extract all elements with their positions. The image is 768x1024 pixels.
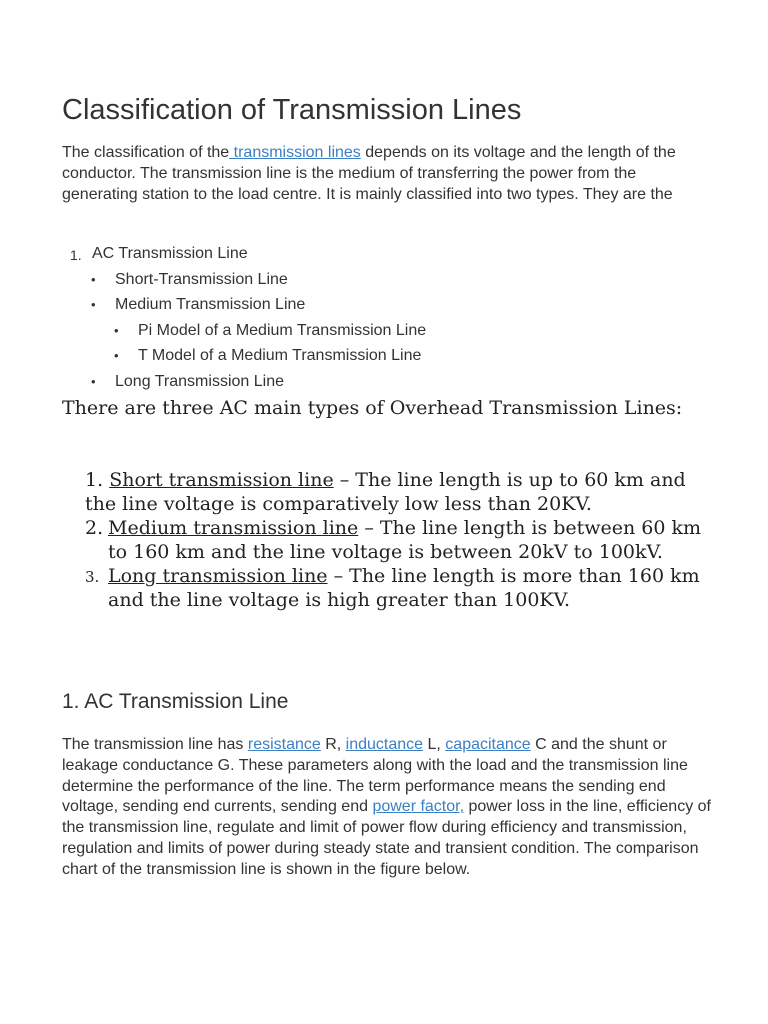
toc-label: T Model of a Medium Transmission Line — [138, 347, 422, 364]
item-number: 1. — [85, 469, 104, 491]
item-desc: – The line length is up to 60 km and the line voltage is comparatively low less than 20KV. — [85, 469, 686, 515]
toc-item-long-transmission-line[interactable] — [62, 371, 714, 397]
bullet-icon: • — [114, 348, 119, 363]
section-paragraph — [62, 735, 714, 881]
overhead-intro: There are three AC main types of Overhead Transmission Lines: — [62, 397, 683, 419]
toc-label: Medium Transmission Line — [115, 296, 306, 313]
bullet-icon: • — [91, 373, 96, 389]
transmission-lines-link[interactable]: transmission lines — [229, 144, 361, 161]
overhead-types-list — [62, 468, 714, 612]
intro-text-2: depends on its voltage and the length of the conductor. The transmission line is the medium of transferring the power from the generating station to the load centre. It is mainly classified into two types. They are the — [62, 144, 676, 203]
section-heading: 1. AC Transmission Line — [62, 690, 289, 713]
page-title: Classification of Transmission Lines — [62, 94, 522, 126]
bullet-icon: • — [91, 297, 96, 312]
item-term: Short transmission line — [109, 469, 334, 491]
item-desc: – The line length is more than 160 km and the line voltage is high greater than 100KV. — [108, 565, 700, 611]
toc-item-medium-transmission-line[interactable] — [62, 294, 714, 320]
toc-number: 1. — [70, 247, 82, 263]
item-term: Medium transmission line — [108, 517, 359, 539]
toc-label: Long Transmission Line — [115, 372, 284, 390]
toc-label: Pi Model of a Medium Transmission Line — [138, 321, 427, 339]
paragraph-text: The transmission line has — [62, 736, 248, 753]
overhead-lines-section — [62, 396, 714, 611]
item-desc: – The line length is between 60 km to 160 km and the line voltage is between 20kV to 100kV. — [108, 517, 702, 563]
toc-item-ac-transmission-line[interactable] — [62, 243, 714, 269]
inductance-link[interactable]: inductance — [345, 736, 424, 753]
bullet-icon: • — [91, 271, 96, 287]
table-of-contents — [62, 243, 714, 396]
power-factor-link[interactable]: power factor, — [372, 798, 465, 816]
resistance-link[interactable]: resistance — [247, 736, 321, 753]
list-item — [62, 516, 714, 564]
list-item — [62, 564, 714, 612]
item-number: 2. — [85, 517, 104, 539]
intro-paragraph — [62, 142, 714, 205]
paragraph-text: power loss in the line, efficiency of the transmission line, regulate and limit of power flow during efficiency and transmission, regulation and limits of power during steady state and transient condition. The comparison chart of the transmission line is shown in the figure below. — [62, 798, 711, 878]
paragraph-text: C and the shunt or leakage conductance G. These parameters along with the load and the transmission line determine the performance of the line. The term performance means the sending end voltage, sending end currents, sending end — [62, 736, 688, 816]
item-number: 3. — [85, 568, 100, 586]
paragraph-text: L, — [423, 736, 446, 753]
toc-item-t-model[interactable] — [62, 345, 714, 371]
paragraph-text: R, — [320, 736, 346, 753]
toc-item-short-transmission-line[interactable] — [62, 269, 714, 295]
list-item — [62, 468, 714, 516]
toc-label: AC Transmission Line — [92, 245, 248, 262]
item-term: Long transmission line — [108, 565, 328, 587]
bullet-icon: • — [114, 322, 119, 338]
toc-item-pi-model[interactable] — [62, 320, 714, 346]
intro-text-1: The classification of the — [62, 144, 230, 161]
capacitance-link[interactable]: capacitance — [445, 736, 531, 753]
toc-label: Short-Transmission Line — [115, 270, 288, 288]
